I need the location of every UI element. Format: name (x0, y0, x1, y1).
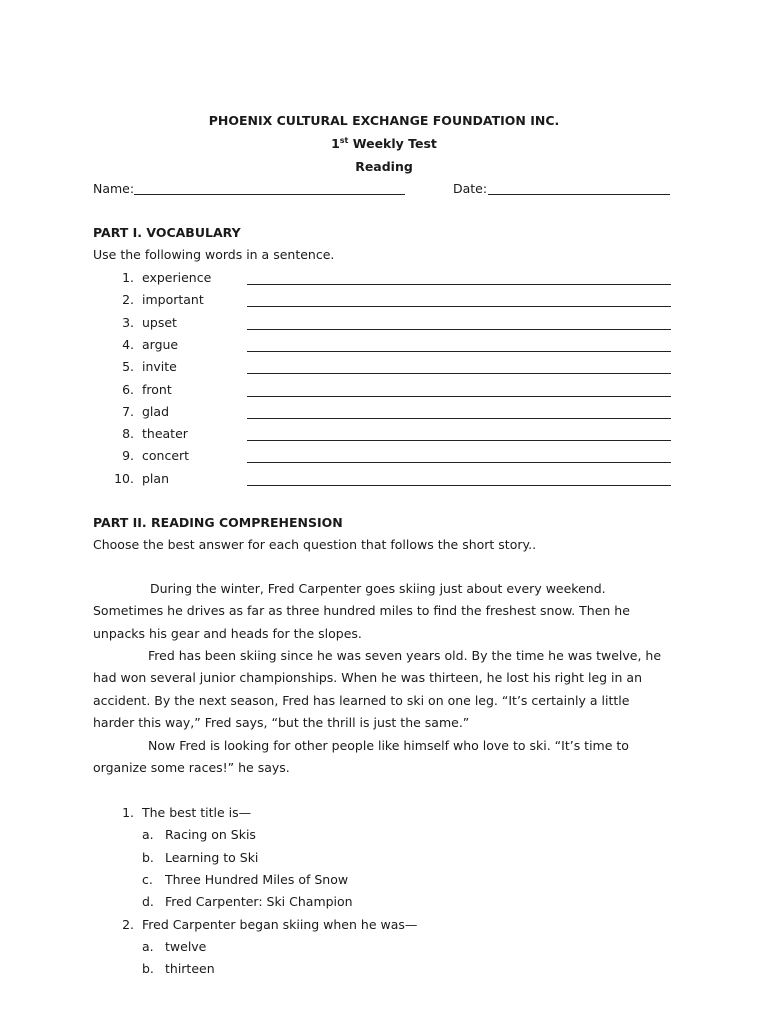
vocab-number: 9. (122, 448, 134, 464)
option-text[interactable]: Racing on Skis (165, 827, 256, 843)
vocab-number: 4. (122, 336, 134, 352)
vocab-number: 1. (122, 270, 134, 285)
vocab-word: important (142, 292, 204, 308)
question-text: The best title is— (142, 805, 252, 820)
vocab-word: plan (142, 470, 169, 486)
vocab-word: invite (142, 359, 177, 375)
vocab-word: concert (142, 448, 190, 464)
vocab-word: upset (142, 314, 177, 330)
option-letter: a. (142, 827, 154, 843)
date-field[interactable] (488, 194, 670, 195)
vocab-number: 3. (122, 314, 134, 330)
vocab-number: 2. (122, 292, 134, 308)
vocab-number: 5. (122, 359, 134, 375)
vocab-word: front (142, 381, 172, 397)
test-title (0, 136, 768, 151)
vocab-answer-line[interactable] (247, 306, 671, 307)
name-label: Name: (93, 181, 135, 196)
story-paragraph-1 (93, 578, 673, 645)
test-number: 1 (331, 136, 340, 151)
vocab-number: 6. (122, 381, 134, 397)
option-letter: a. (142, 938, 154, 954)
option-letter: b. (142, 849, 154, 865)
story-text-3: Now Fred is looking for other people like himself who love to ski. “It’s time to organize some races!” he says. (93, 738, 629, 776)
option-letter: d. (142, 894, 154, 910)
vocab-word: glad (142, 403, 170, 419)
story-paragraph-3 (93, 735, 673, 780)
vocab-answer-line[interactable] (247, 284, 671, 285)
vocab-answer-line[interactable] (247, 329, 671, 330)
option-letter: c. (142, 871, 153, 887)
question-number: 2. (122, 916, 134, 932)
part1-title: PART I. VOCABULARY (93, 225, 241, 240)
vocab-answer-line[interactable] (247, 440, 671, 441)
option-text[interactable]: Learning to Ski (165, 849, 259, 865)
option-letter: b. (142, 961, 154, 977)
vocab-number: 7. (122, 403, 134, 419)
option-text[interactable]: thirteen (165, 961, 215, 977)
vocab-word: theater (142, 426, 188, 442)
question-text: Fred Carpenter began skiing when he was— (142, 916, 418, 932)
vocab-answer-line[interactable] (247, 462, 671, 463)
vocab-word: argue (142, 336, 179, 352)
vocab-answer-line[interactable] (247, 418, 671, 419)
story-text-1: During the winter, Fred Carpenter goes skiing just about every weekend. Sometimes he drives as far as three hundred miles to find the freshest snow. Then he unpacks his gear and heads for the slopes. (93, 581, 630, 641)
org-title: PHOENIX CULTURAL EXCHANGE FOUNDATION INC. (208, 113, 560, 128)
vocab-answer-line[interactable] (247, 351, 671, 352)
vocab-answer-line[interactable] (247, 396, 671, 397)
story-paragraph-2 (93, 645, 673, 735)
vocab-number: 10. (114, 470, 134, 486)
vocab-answer-line[interactable] (247, 373, 671, 374)
part1-instruction: Use the following words in a sentence. (93, 247, 335, 262)
story-text-2: Fred has been skiing since he was seven years old. By the time he was twelve, he had won several junior championships. When he was thirteen, he lost his right leg in an accident. By the next season, Fred has learned to ski on one leg. “It’s certainly a little harder this way,” Fred says, “but the thrill is just the same.” (93, 648, 662, 731)
part2-title: PART II. READING COMPREHENSION (93, 515, 343, 530)
test-number-suffix: st (339, 135, 349, 145)
question-number: 1. (122, 805, 134, 820)
test-title-rest: Weekly Test (348, 136, 437, 151)
vocab-answer-line[interactable] (247, 485, 671, 486)
vocab-number: 8. (122, 426, 134, 442)
option-text[interactable]: Three Hundred Miles of Snow (165, 871, 349, 887)
subject-title: Reading (355, 159, 413, 174)
option-text[interactable]: twelve (165, 938, 207, 954)
vocab-word: experience (142, 270, 212, 285)
part2-instruction: Choose the best answer for each question that follows the short story.. (93, 537, 537, 552)
option-text[interactable]: Fred Carpenter: Ski Champion (165, 894, 353, 910)
name-field[interactable] (134, 194, 405, 195)
date-label: Date: (453, 181, 488, 196)
